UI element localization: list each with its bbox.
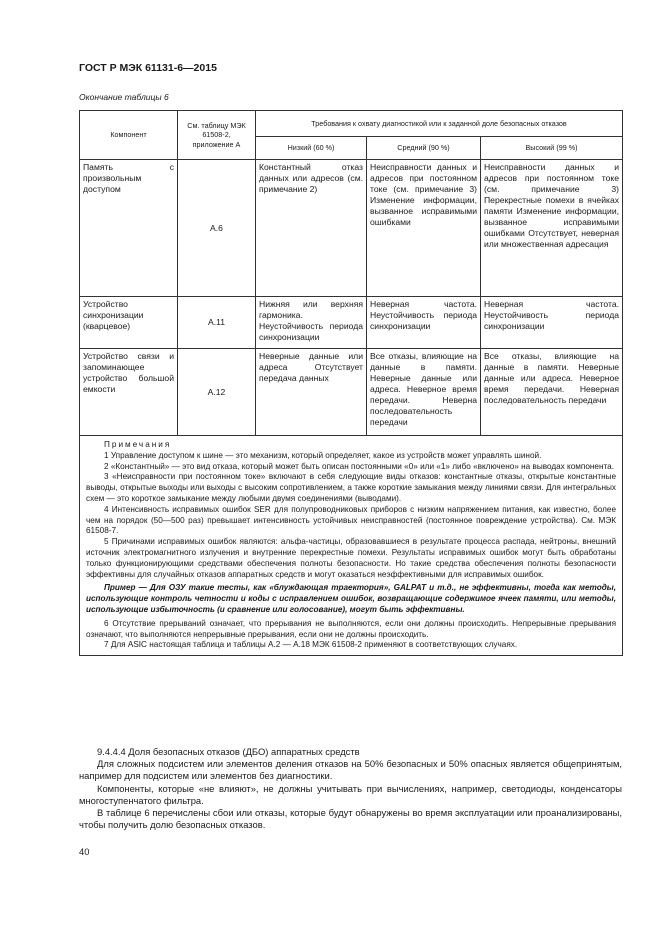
section-heading: 9.4.4.4 Доля безопасных отказов (ДБО) аппаратных средств [97,746,360,757]
header-high: Высокий (99 %) [481,137,623,160]
medium-cell: Все отказы, влияющие на данные в памяти. Неверные данные или адреса. Неверное время передачи. Неверна последовательность передачи [367,349,481,436]
reference-cell: А.12 [178,349,256,436]
requirements-table [79,110,623,656]
note-3: 3 «Неисправности при постоянном токе» включают в себя следующие виды отказов: константные отказы, открытые константные выводы, открытые выходы или выходы с высоким сопротивлением, а также короткие замыкания между линиями связи. Для интегральных схем — это короткое замыкание между любыми двумя соединениями (выводами). [86,472,617,503]
header-low: Низкий (60 %) [256,137,367,160]
notes-cell [80,436,623,656]
header-component: Компонент [80,111,178,160]
low-cell: Константный отказ данных или адресов (см. примечание 2) [256,160,367,297]
medium-cell: Неверная частота. Неустойчивость периода синхронизации [367,297,481,349]
note-2: 2 «Константный» — это вид отказа, который может быть описан постоянными «0» или «1» либо «включено» на выводах компонента. [104,461,614,471]
notes-row [80,436,623,656]
table-row [80,160,623,297]
table-row [80,297,623,349]
note-1: 1 Управление доступом к шине — это механизм, который определяет, какое из устройств может управлять шиной. [104,450,542,460]
reference-cell: А.6 [178,160,256,297]
high-cell: Неверная частота. Неустойчивость периода синхронизации [481,297,623,349]
note-5: 5 Причинами исправимых ошибок являются: альфа-частицы, образовавшиеся в результате процесса распада, нейтроны, внешний источник электромагнитного излучения и внутренние перекрестные помехи. Результаты исправимых ошибок могут быть обработаны только функционирующими средствами обеспечения полноты безопасности. Но такие средства обеспечения полноты безопасности эффективны для случайных отказов аппаратных средств и могут оказаться неэффективными для исправимых ошибок. [86,537,617,579]
note-4: 4 Интенсивность исправимых ошибок SER для полупроводниковых приборов с низким напряжением питания, как известно, более чем на порядок (50—500 раз) превышает интенсивность устойчивых неисправностей (постоянное повреждение устройства). См. МЭК 61508-7. [86,504,617,536]
header-coverage-group: Требования к охвату диагностикой или к заданной доле безопасных отказов [256,111,623,137]
paragraph: Для сложных подсистем или элементов деления отказов на 50% безопасных и 50% опасных является общепринятым, например для подсистем или элементов без диагностики. [79,758,622,782]
notes-title: Примечания [104,440,172,449]
component-cell: Устройство связи и запоминающее устройство большой емкости [80,349,178,436]
header-medium: Средний (90 %) [367,137,481,160]
paragraph: В таблице 6 перечислены сбои или отказы, которые будут обнаружены во время эксплуатации или проанализированы, чтобы получить долю безопасных отказов. [79,807,622,831]
low-cell: Нижняя или верхняя гармоника. Неустойчивость периода синхронизации [256,297,367,349]
note-6: 6 Отсутствие прерываний означает, что прерывания не выполняются, если они должны происходить. Непрерывные прерывания означают, что выполняются непрерывные прерывания, если они не должны происходить. [86,618,617,639]
standard-title: ГОСТ Р МЭК 61131-6—2015 [79,62,217,74]
page-number: 40 [79,846,90,857]
medium-cell: Неисправности данных и адресов при постоянном токе (см. примечание 3) Изменение информации, вызванное исправимыми ошибками [367,160,481,297]
low-cell: Неверные данные или адреса Отсутствует передача данных [256,349,367,436]
header-reference: См. таблицу МЭК 61508-2, приложение А [178,111,256,160]
high-cell: Все отказы, влияющие на данные в памяти. Неверные данные или адреса. Неверное время передачи. Неверная последовательность передачи [481,349,623,436]
high-cell: Неисправности данных и адресов при постоянном токе (см. примечание 3) Перекрестные помехи в ячейках памяти Изменение информации, вызванное исправимыми ошибками Отсутствует, неверная или множественная адресация [481,160,623,297]
body-text [79,746,622,831]
table-caption: Окончание таблицы 6 [79,92,169,102]
component-cell: Память с произвольным доступом [80,160,178,297]
table-row [80,349,623,436]
note-7: 7 Для ASIC настоящая таблица и таблицы А.2 — А.18 МЭК 61508-2 применяют в соответствующих случаях. [104,640,518,650]
paragraph: Компоненты, которые «не влияют», не должны учитывать при вычислениях, например, светодиоды, конденсаторы многоступенчатого фильтра. [79,782,622,806]
component-cell: Устройство синхронизации (кварцевое) [80,297,178,349]
note-example: Пример — Для ОЗУ такие тесты, как «блуждающая траектория», GALPAT и т.д., не эффективны, тогда как методы, использующие контроль четности и коды с исправлением ошибок, возвращающие содержимое ячеек памяти, или методы, использующие избыточность (и сравнение или голосование), могут быть эффективны. [86,583,617,614]
reference-cell: А.11 [178,297,256,349]
